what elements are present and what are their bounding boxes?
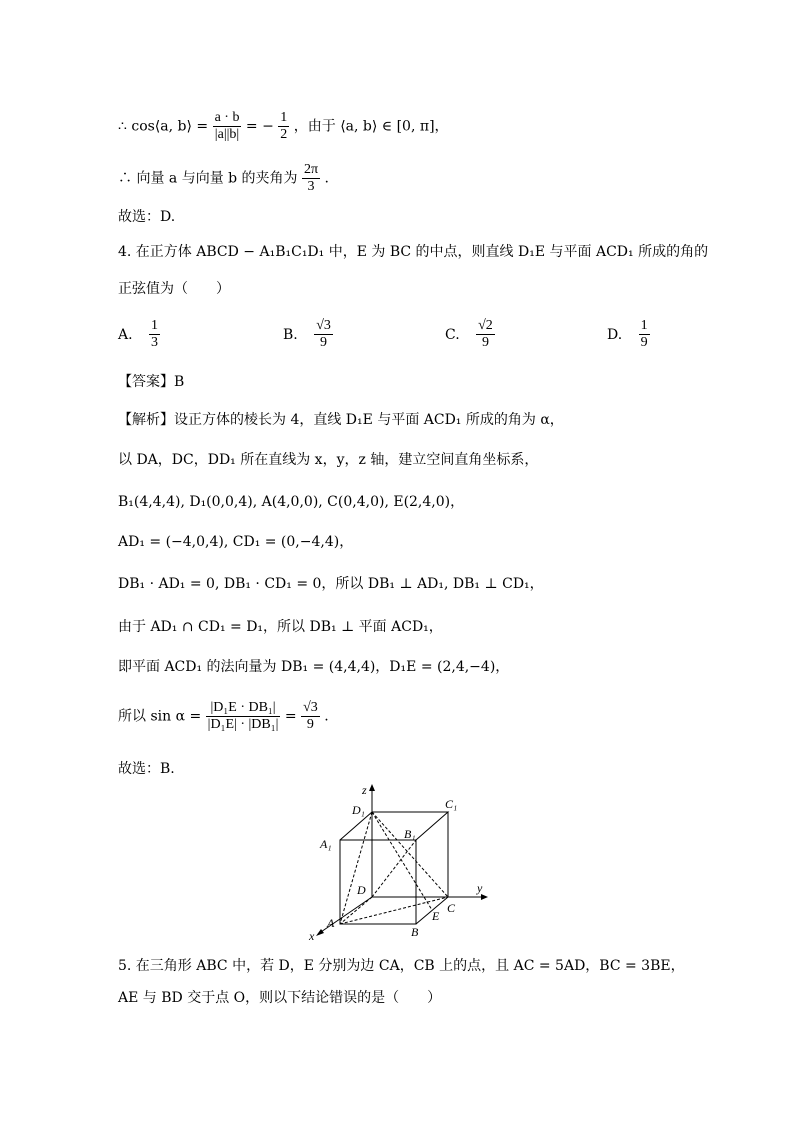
option-num: 1 [640,318,648,333]
label-d1: D₁ [352,803,365,817]
q4-final: 故选：B. [118,761,175,777]
prev-answer: 故选：D. [118,209,176,225]
label-b1: B₁ [404,827,416,841]
x-axis-arrow [316,929,324,936]
q4-analysis-6: 由于 AD₁ ∩ CD₁ = D₁，所以 DB₁ ⊥ 平面 ACD₁， [118,619,443,635]
option-den: 9 [640,335,648,350]
label-a: A [327,916,335,930]
q4-analysis-1 [118,410,564,430]
prev-solution-line-2 [118,162,329,195]
half-fraction [278,110,289,143]
cos-fraction [213,110,242,143]
cos-prefix: ∴ cos⟨a, b⟩ = [118,118,209,135]
analysis-tag: 【解析】 [118,412,174,428]
q4-analysis-5: DB₁ · AD₁ = 0, DB₁ · CD₁ = 0，所以 DB₁ ⊥ AD₁, DB₁ ⊥ CD₁， [118,576,544,592]
q4-analysis-2: 以 DA，DC，DD₁ 所在直线为 x，y，z 轴，建立空间直角坐标系， [118,452,539,468]
sin-value-num: √3 [303,700,318,715]
angle-prefix: ∴ 向量 a 与向量 b 的夹角为 [118,170,298,187]
option-label: B. [283,326,298,343]
q4-stem-line-2: 正弦值为（ ） [118,281,230,297]
sin-eq: = [284,708,297,725]
half-num: 1 [280,110,288,125]
q4-option-d [607,318,650,351]
angle-num: 2π [304,162,319,177]
angle-suffix: . [324,170,329,187]
label-c: C [447,901,456,915]
label-a1: A₁ [320,837,332,851]
sin-value-den: 9 [306,717,314,732]
option-num: √3 [316,318,331,333]
q4-option-c [445,318,495,351]
label-b: B [411,925,419,939]
sin-den: |D₁E| · |DB₁| [207,717,279,732]
cos-fraction-den: |a||b| [214,127,240,142]
sin-fraction [206,700,281,733]
option-num: 1 [151,318,159,333]
option-label: A. [118,326,133,343]
option-fraction [314,318,333,351]
cos-eq: = − [245,118,274,135]
label-c1: C₁ [445,797,458,811]
option-den: 9 [320,335,328,350]
q4-analysis-7: 即平面 ACD₁ 的法向量为 DB₁ = (4,4,4)，D₁E = (2,4,−4)， [118,659,510,675]
half-den: 2 [280,127,288,142]
option-den: 9 [481,335,489,350]
z-axis-arrow [369,784,375,791]
q4-stem-line-1: 4. 在正方体 ABCD − A₁B₁C₁D₁ 中，E 为 BC 的中点，则直线 D₁E 与平面 ACD₁ 所成的角的 [118,244,709,260]
sin-end: . [324,708,329,725]
label-z: z [362,783,367,797]
label-e: E [432,909,440,923]
sin-value-fraction [301,700,320,733]
option-fraction [149,318,160,351]
option-label: C. [445,326,460,343]
label-x: x [309,929,315,942]
q5-line-1: 5. 在三角形 ABC 中，若 D，E 分别为边 CA，CB 上的点，且 AC = 5AD，BC = 3BE， [118,958,685,974]
option-den: 3 [151,335,159,350]
analysis-text: 设正方体的棱长为 4，直线 D₁E 与平面 ACD₁ 所成的角为 α， [174,412,564,428]
dash-d1-c [372,812,448,897]
cube-figure [300,782,500,942]
sin-prefix: 所以 sin α = [118,708,202,725]
label-d: D [357,883,366,897]
label-y: y [477,881,483,895]
option-label: D. [607,326,623,343]
prev-solution-line-1 [118,110,449,143]
q4-option-b [283,318,333,351]
dash-d1-a [340,812,372,924]
sin-num: |D₁E · DB₁| [206,700,281,717]
q4-sin-formula [118,700,329,733]
q4-analysis-4: AD₁ = (−4,0,4), CD₁ = (0,−4,4)， [118,534,354,550]
q4-analysis-3: B₁(4,4,4), D₁(0,0,4), A(4,0,0), C(0,4,0), E(2,4,0)， [118,494,465,510]
angle-fraction [302,162,320,195]
option-num: √2 [478,318,493,333]
option-fraction [639,318,650,351]
cos-fraction-num: a · b [214,110,240,125]
q5-line-2: AE 与 BD 交于点 O，则以下结论错误的是（ ） [118,990,442,1006]
q4-option-a [118,318,160,351]
angle-den: 3 [307,179,315,194]
q4-answer: 【答案】B [118,374,185,390]
cos-suffix: ，由于 ⟨a, b⟩ ∈ [0, π]， [293,118,449,135]
dash-d1-e [372,812,432,910]
option-fraction [476,318,495,351]
